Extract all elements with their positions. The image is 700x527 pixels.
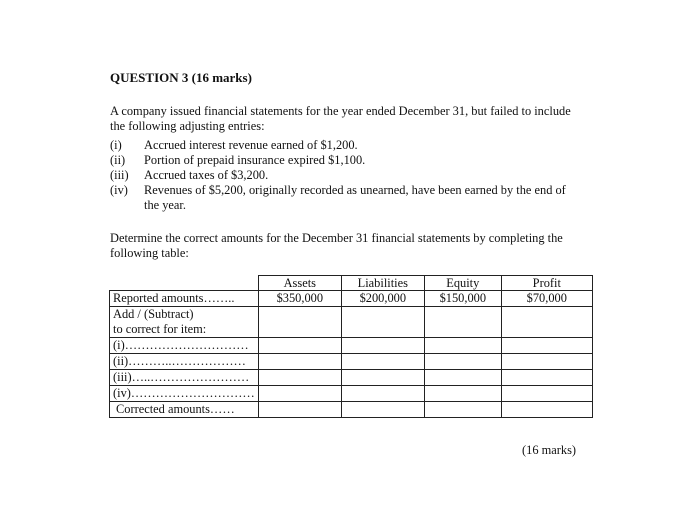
table-cell-empty[interactable] [341,370,424,386]
reported-equity: $150,000 [424,291,501,307]
table-cell-empty[interactable] [258,402,341,418]
row-label: (iii)…..…………………… [110,370,259,386]
row-label: (iv)………………………… [110,386,259,402]
adjusting-entries-list [110,138,630,213]
table-row-corrected [110,402,593,418]
reported-assets: $350,000 [258,291,341,307]
table-cell-empty[interactable] [341,386,424,402]
instruction-line-1: Determine the correct amounts for the December 31 financial statements by completing the [110,231,563,245]
table-header-row [110,276,593,291]
list-item [110,138,630,153]
table-row-reported [110,291,593,307]
correction-table [109,275,593,418]
table-cell-empty[interactable] [501,370,592,386]
table-cell-empty[interactable] [424,402,501,418]
table-cell-empty[interactable] [258,354,341,370]
table-row-item-ii [110,354,593,370]
table-cell-empty[interactable] [424,338,501,354]
list-item [110,168,630,183]
table-cell-empty[interactable] [501,354,592,370]
item-text: Portion of prepaid insurance expired $1,100. [144,153,366,167]
table-row-item-iii [110,370,593,386]
table-cell-empty[interactable] [501,386,592,402]
table-row-adjust-heading [110,307,593,338]
item-text: Accrued interest revenue earned of $1,200. [144,138,358,152]
table-cell-empty[interactable] [501,307,592,338]
row-label: (ii)………..……………… [110,354,259,370]
adjust-heading-cell [110,307,259,338]
table-cell-empty[interactable] [258,386,341,402]
item-text-block [144,183,630,213]
item-number: (iii) [110,168,129,182]
table-cell-empty[interactable] [341,354,424,370]
table-cell-empty[interactable] [341,338,424,354]
header-profit: Profit [501,276,592,291]
table-cell-empty[interactable] [258,338,341,354]
table-cell-empty[interactable] [424,370,501,386]
table-cell-empty[interactable] [424,307,501,338]
question-intro [110,104,630,134]
reported-profit: $70,000 [501,291,592,307]
table-cell-empty[interactable] [341,402,424,418]
instruction [110,231,630,261]
table-cell-empty[interactable] [258,370,341,386]
table-row-item-iv [110,386,593,402]
table-cell-empty[interactable] [258,307,341,338]
table-cell-empty[interactable] [501,402,592,418]
add-subtract-label: Add / (Subtract) [113,307,194,321]
table-cell-empty[interactable] [424,386,501,402]
item-text: Revenues of $5,200, originally recorded as unearned, have been earned by the end of [144,183,566,197]
item-number: (iv) [110,183,128,197]
row-label: (i)………………………… [110,338,259,354]
item-text-continued: the year. [144,198,186,212]
item-text: Accrued taxes of $3,200. [144,168,269,182]
table-cell-empty[interactable] [341,307,424,338]
corrected-label: Corrected amounts…… [110,402,259,418]
table-cell-empty[interactable] [501,338,592,354]
item-number: (ii) [110,153,126,167]
question-title: QUESTION 3 (16 marks) [110,70,252,85]
correct-for-item-label: to correct for item: [113,322,207,336]
header-liabilities: Liabilities [341,276,424,291]
list-item [110,153,630,168]
marks-footer: (16 marks) [522,443,577,457]
header-empty-cell [110,276,259,291]
intro-line-1: A company issued financial statements for the year ended December 31, but failed to include [110,104,571,118]
table-row-item-i [110,338,593,354]
item-number: (i) [110,138,122,152]
list-item [110,183,630,213]
table-cell-empty[interactable] [424,354,501,370]
header-equity: Equity [424,276,501,291]
instruction-line-2: following table: [110,246,189,260]
reported-label: Reported amounts…….. [110,291,259,307]
reported-liabilities: $200,000 [341,291,424,307]
intro-line-2: the following adjusting entries: [110,119,265,133]
header-assets: Assets [258,276,341,291]
